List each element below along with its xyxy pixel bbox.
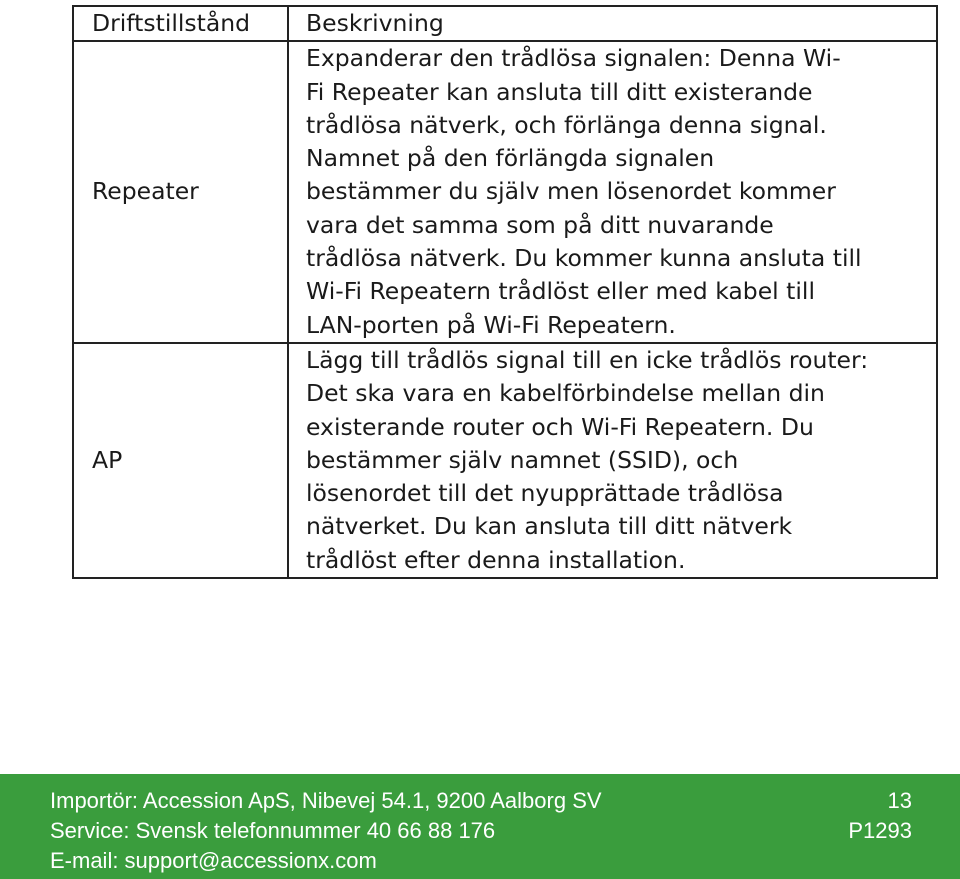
description-line: vara det samma som på ditt nuvarande: [306, 210, 774, 239]
description-line: Lägg till trådlös signal till en icke trådlös router:: [306, 345, 869, 374]
description-line: Det ska vara en kabelförbindelse mellan din: [306, 379, 825, 408]
importer-info: Importör: Accession ApS, Nibevej 54.1, 9200 Aalborg SV: [50, 788, 602, 813]
description-line: trådlösa nätverk. Du kommer kunna ansluta till: [306, 244, 862, 273]
description-line: trådlösa nätverk, och förlänga denna signal.: [306, 110, 827, 139]
page-footer: [0, 774, 960, 879]
table-row-ap: [73, 343, 937, 578]
description-repeater: [288, 41, 937, 343]
description-ap: [288, 343, 937, 578]
description-line: bestämmer själv namnet (SSID), och: [306, 445, 739, 474]
service-phone: Service: Svensk telefonnummer 40 66 88 176: [50, 818, 496, 843]
product-code: P1293: [848, 818, 912, 843]
description-line: nätverket. Du kan ansluta till ditt nätverk: [306, 512, 793, 541]
operating-modes-table: [72, 5, 938, 579]
description-line: Namnet på den förlängda signalen: [306, 144, 715, 173]
page-number: 13: [887, 788, 912, 813]
description-line: Fi Repeater kan ansluta till ditt existerande: [306, 77, 813, 106]
description-line: bestämmer du själv men lösenordet kommer: [306, 177, 836, 206]
description-line: existerande router och Wi-Fi Repeatern. Du: [306, 412, 814, 441]
header-description: Beskrivning: [288, 6, 937, 41]
description-line: Expanderar den trådlösa signalen: Denna Wi-: [306, 44, 841, 73]
table-row-repeater: [73, 41, 937, 343]
table-header-row: [73, 6, 937, 41]
description-line: lösenordet till det nyupprättade trådlösa: [306, 479, 784, 508]
description-line: Wi-Fi Repeatern trådlöst eller med kabel till: [306, 277, 815, 306]
mode-repeater: Repeater: [73, 41, 288, 343]
header-mode: Driftstillstånd: [73, 6, 288, 41]
description-line: trådlöst efter denna installation.: [306, 545, 686, 574]
support-email: E-mail: support@accessionx.com: [50, 848, 377, 873]
mode-ap: AP: [73, 343, 288, 578]
description-line: LAN-porten på Wi-Fi Repeatern.: [306, 310, 676, 339]
